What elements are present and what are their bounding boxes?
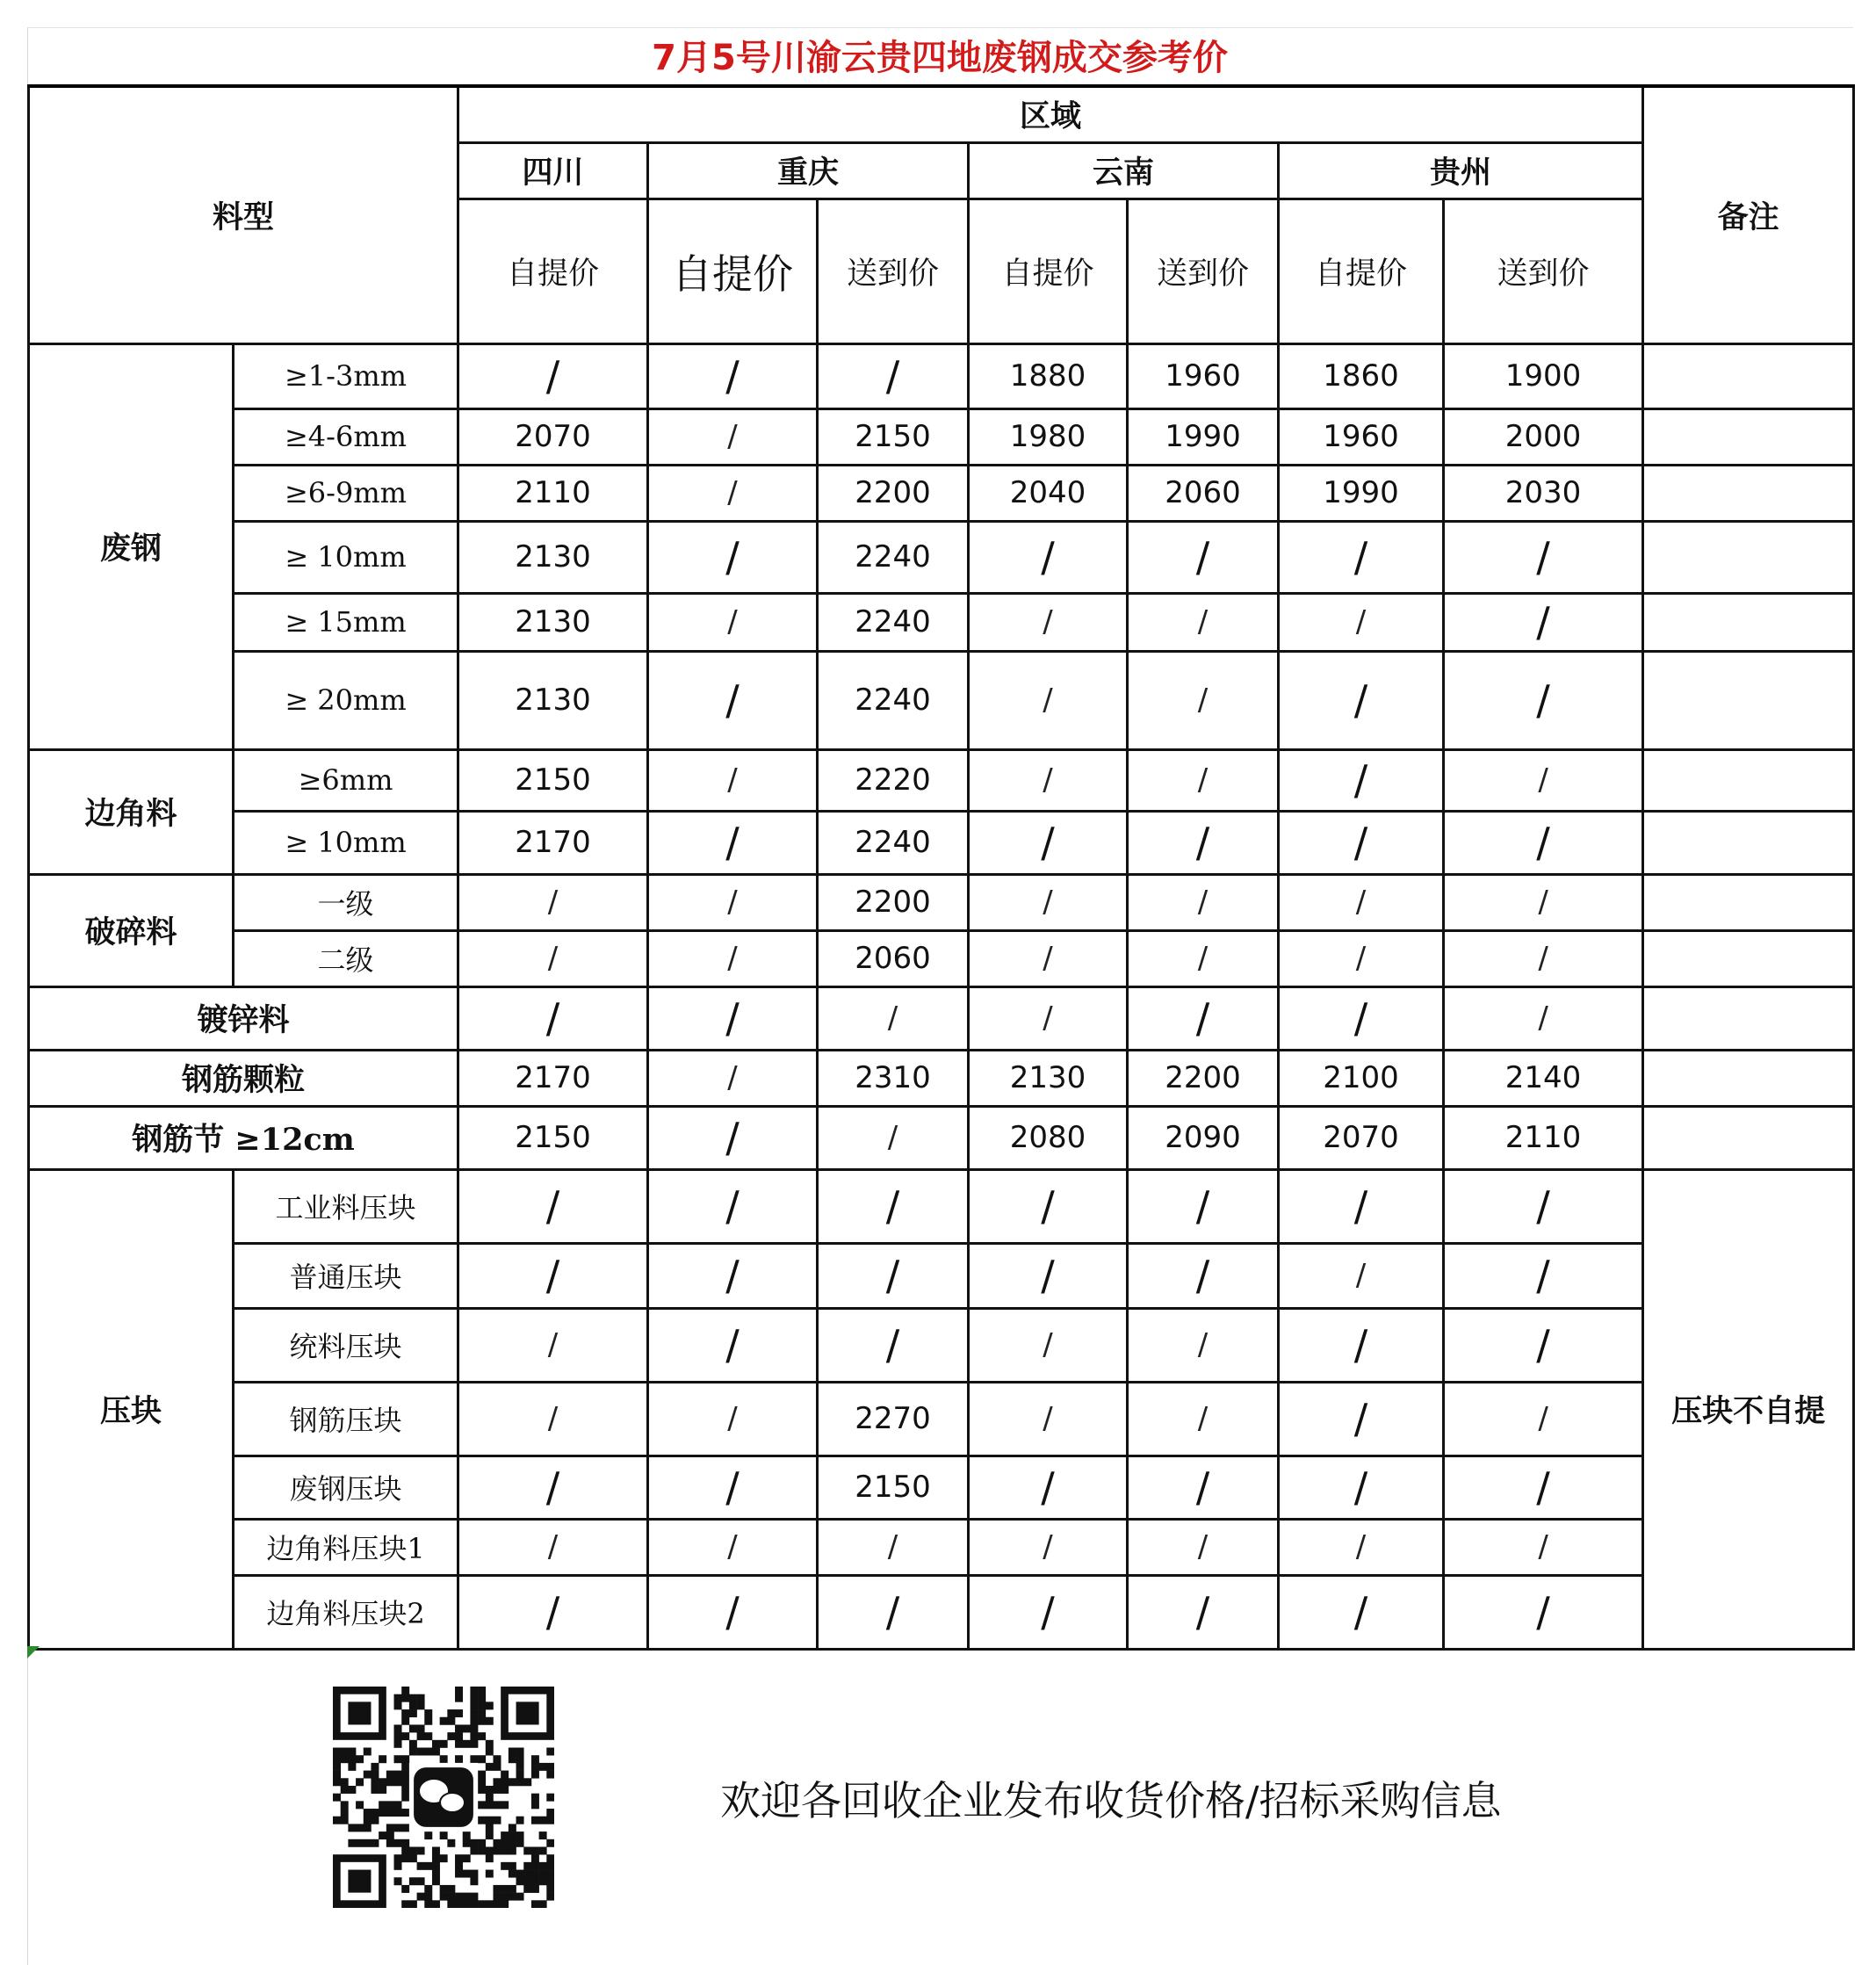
row-label: 边角料压块2	[234, 1575, 458, 1649]
wechat-qr-code-icon	[333, 1687, 554, 1908]
price-cell: /	[1128, 1519, 1279, 1575]
price-cell: 1900	[1444, 343, 1643, 408]
remark-cell	[1643, 1106, 1854, 1169]
price-cell: /	[969, 1575, 1128, 1649]
price-cell: /	[648, 1308, 818, 1382]
row-label: ≥4-6mm	[234, 408, 458, 465]
price-cell: 2310	[818, 1050, 969, 1106]
remark-cell	[1643, 811, 1854, 874]
price-cell: 2060	[1128, 465, 1279, 521]
price-cell: 2100	[1279, 1050, 1444, 1106]
price-cell: /	[969, 874, 1128, 930]
price-cell: /	[1128, 1382, 1279, 1456]
price-cell: /	[969, 593, 1128, 651]
price-cell: /	[458, 1169, 648, 1243]
row-label: 一级	[234, 874, 458, 930]
price-cell: /	[1128, 1169, 1279, 1243]
price-cell: 1960	[1279, 408, 1444, 465]
price-cell: /	[1279, 1519, 1444, 1575]
price-cell: 2270	[818, 1382, 969, 1456]
price-cell: 1980	[969, 408, 1128, 465]
price-cell: /	[1128, 593, 1279, 651]
price-cell: /	[1128, 1456, 1279, 1519]
price-cell: 2130	[458, 593, 648, 651]
remark-cell	[1643, 521, 1854, 593]
price-cell: /	[1279, 651, 1444, 749]
header-province-sichuan: 四川	[458, 142, 648, 199]
price-cell: 2200	[1128, 1050, 1279, 1106]
price-cell: /	[969, 811, 1128, 874]
category-galvanized: 镀锌料	[29, 986, 458, 1050]
table-row	[29, 1382, 1854, 1456]
price-cell: /	[648, 986, 818, 1050]
price-cell: 1880	[969, 343, 1128, 408]
price-cell: 1990	[1279, 465, 1444, 521]
price-cell: /	[648, 1050, 818, 1106]
price-cell: /	[969, 1243, 1128, 1308]
price-cell: /	[969, 521, 1128, 593]
price-cell: /	[648, 1243, 818, 1308]
price-cell: /	[458, 1456, 648, 1519]
remark-cell	[1643, 749, 1854, 811]
price-cell: /	[1444, 1382, 1643, 1456]
table-row	[29, 408, 1854, 465]
price-cell: 1960	[1128, 343, 1279, 408]
price-cell: /	[818, 1519, 969, 1575]
price-cell: /	[458, 1382, 648, 1456]
price-cell: 2130	[458, 521, 648, 593]
row-label: ≥6mm	[234, 749, 458, 811]
price-cell: /	[1444, 1456, 1643, 1519]
header-guizhou-pickup: 自提价	[1279, 199, 1444, 343]
price-cell: /	[1128, 1575, 1279, 1649]
category-edge-material: 边角料	[29, 749, 234, 874]
table-row	[29, 1575, 1854, 1649]
table-row	[29, 1169, 1854, 1243]
price-cell: 2240	[818, 811, 969, 874]
header-chongqing-delivered: 送到价	[818, 199, 969, 343]
table-row	[29, 1050, 1854, 1106]
price-cell: /	[969, 1308, 1128, 1382]
price-cell: /	[1279, 1308, 1444, 1382]
price-cell: 2150	[818, 408, 969, 465]
category-crushed-material: 破碎料	[29, 874, 234, 986]
price-cell: /	[1279, 1169, 1444, 1243]
price-cell: 2200	[818, 465, 969, 521]
price-cell: /	[458, 986, 648, 1050]
table-row	[29, 465, 1854, 521]
price-cell: /	[648, 651, 818, 749]
price-cell: /	[1444, 986, 1643, 1050]
price-cell: /	[648, 593, 818, 651]
price-cell: /	[648, 749, 818, 811]
price-cell: /	[1444, 1519, 1643, 1575]
price-cell: /	[818, 986, 969, 1050]
price-cell: /	[458, 343, 648, 408]
category-rebar-section: 钢筋节 ≥12cm	[29, 1106, 458, 1169]
price-cell: 2030	[1444, 465, 1643, 521]
table-row	[29, 1308, 1854, 1382]
price-cell: /	[1444, 1169, 1643, 1243]
header-material-type: 料型	[29, 86, 458, 343]
header-remark: 备注	[1643, 86, 1854, 343]
price-cell: /	[1444, 1575, 1643, 1649]
price-cell: /	[969, 749, 1128, 811]
price-cell: /	[458, 874, 648, 930]
remark-cell	[1643, 408, 1854, 465]
footer-message: 欢迎各回收企业发布收货价格/招标采购信息	[720, 1777, 1502, 1824]
price-cell: /	[1444, 651, 1643, 749]
row-label: 废钢压块	[234, 1456, 458, 1519]
price-cell: /	[818, 1106, 969, 1169]
remark-cell	[1643, 343, 1854, 408]
price-cell: /	[969, 651, 1128, 749]
table-row	[29, 930, 1854, 986]
price-cell: 2240	[818, 651, 969, 749]
row-label: 边角料压块1	[234, 1519, 458, 1575]
header-province-chongqing: 重庆	[648, 142, 969, 199]
price-cell: 2110	[458, 465, 648, 521]
remark-briquette-note: 压块不自提	[1643, 1169, 1854, 1649]
price-cell: /	[1444, 1243, 1643, 1308]
price-cell: /	[1128, 811, 1279, 874]
price-cell: /	[1279, 1243, 1444, 1308]
row-label: 工业料压块	[234, 1169, 458, 1243]
category-scrap: 废钢	[29, 343, 234, 749]
price-cell: /	[648, 1575, 818, 1649]
price-cell: 2040	[969, 465, 1128, 521]
price-cell: /	[1279, 1382, 1444, 1456]
price-cell: 2140	[1444, 1050, 1643, 1106]
price-cell: 2000	[1444, 408, 1643, 465]
price-cell: 2150	[458, 1106, 648, 1169]
price-cell: /	[648, 1519, 818, 1575]
remark-cell	[1643, 593, 1854, 651]
price-cell: /	[458, 930, 648, 986]
price-cell: 2150	[458, 749, 648, 811]
header-guizhou-delivered: 送到价	[1444, 199, 1643, 343]
price-cell: /	[648, 408, 818, 465]
header-region: 区域	[458, 86, 1643, 142]
price-cell: 2130	[458, 651, 648, 749]
price-cell: 2060	[818, 930, 969, 986]
price-cell: /	[1279, 874, 1444, 930]
price-cell: /	[1128, 749, 1279, 811]
price-cell: 2240	[818, 521, 969, 593]
row-label: 普通压块	[234, 1243, 458, 1308]
price-cell: /	[818, 343, 969, 408]
remark-cell	[1643, 465, 1854, 521]
price-cell: /	[1444, 593, 1643, 651]
price-cell: /	[648, 1106, 818, 1169]
price-cell: 1860	[1279, 343, 1444, 408]
price-cell: /	[1279, 930, 1444, 986]
price-cell: /	[1128, 930, 1279, 986]
price-cell: /	[648, 1169, 818, 1243]
table-row	[29, 651, 1854, 749]
price-table	[27, 84, 1855, 1651]
price-cell: /	[458, 1243, 648, 1308]
price-cell: /	[458, 1575, 648, 1649]
header-yunnan-delivered: 送到价	[1128, 199, 1279, 343]
price-cell: /	[818, 1243, 969, 1308]
price-cell: /	[1444, 1308, 1643, 1382]
price-cell: /	[1128, 986, 1279, 1050]
price-cell: /	[648, 521, 818, 593]
category-briquette: 压块	[29, 1169, 234, 1649]
row-label: ≥ 20mm	[234, 651, 458, 749]
table-row	[29, 811, 1854, 874]
price-cell: /	[648, 1456, 818, 1519]
price-cell: /	[1128, 874, 1279, 930]
price-cell: /	[648, 811, 818, 874]
price-cell: /	[818, 1169, 969, 1243]
price-cell: 2130	[969, 1050, 1128, 1106]
header-province-yunnan: 云南	[969, 142, 1279, 199]
price-cell: 2110	[1444, 1106, 1643, 1169]
price-cell: /	[1128, 1243, 1279, 1308]
cell-corner-marker	[27, 1646, 40, 1658]
row-label: 二级	[234, 930, 458, 986]
header-chongqing-pickup: 自提价	[648, 199, 818, 343]
table-row	[29, 521, 1854, 593]
price-cell: /	[818, 1575, 969, 1649]
table-row	[29, 874, 1854, 930]
price-cell: 2220	[818, 749, 969, 811]
price-cell: /	[969, 986, 1128, 1050]
price-cell: 2080	[969, 1106, 1128, 1169]
price-cell: 1990	[1128, 408, 1279, 465]
price-cell: /	[1444, 874, 1643, 930]
remark-cell	[1643, 930, 1854, 986]
price-cell: 2090	[1128, 1106, 1279, 1169]
table-row	[29, 593, 1854, 651]
table-row	[29, 1519, 1854, 1575]
price-cell: /	[1279, 811, 1444, 874]
price-cell: 2070	[458, 408, 648, 465]
price-cell: /	[1279, 1456, 1444, 1519]
header-yunnan-pickup: 自提价	[969, 199, 1128, 343]
price-cell: /	[1279, 1575, 1444, 1649]
price-cell: /	[648, 343, 818, 408]
price-cell: /	[969, 1382, 1128, 1456]
price-cell: 2170	[458, 1050, 648, 1106]
remark-cell	[1643, 1050, 1854, 1106]
price-cell: /	[969, 1519, 1128, 1575]
table-row	[29, 986, 1854, 1050]
table-row	[29, 343, 1854, 408]
price-cell: /	[1279, 593, 1444, 651]
price-cell: 2200	[818, 874, 969, 930]
table-row	[29, 1456, 1854, 1519]
price-cell: /	[458, 1308, 648, 1382]
row-label: ≥6-9mm	[234, 465, 458, 521]
price-cell: /	[1128, 651, 1279, 749]
price-cell: /	[1128, 521, 1279, 593]
price-cell: /	[1444, 930, 1643, 986]
price-cell: /	[1279, 986, 1444, 1050]
price-cell: /	[458, 1519, 648, 1575]
price-cell: /	[1128, 1308, 1279, 1382]
row-label: ≥ 10mm	[234, 811, 458, 874]
price-cell: /	[648, 930, 818, 986]
price-cell: 2170	[458, 811, 648, 874]
price-cell: /	[1444, 811, 1643, 874]
price-cell: /	[969, 1456, 1128, 1519]
remark-cell	[1643, 651, 1854, 749]
price-cell: /	[648, 874, 818, 930]
price-cell: 2240	[818, 593, 969, 651]
price-cell: /	[1279, 749, 1444, 811]
category-rebar-granule: 钢筋颗粒	[29, 1050, 458, 1106]
table-row	[29, 1243, 1854, 1308]
row-label: ≥1-3mm	[234, 343, 458, 408]
price-cell: /	[648, 465, 818, 521]
price-cell: /	[969, 930, 1128, 986]
price-cell: /	[818, 1308, 969, 1382]
remark-cell	[1643, 986, 1854, 1050]
price-cell: 2150	[818, 1456, 969, 1519]
row-label: 统料压块	[234, 1308, 458, 1382]
price-cell: /	[648, 1382, 818, 1456]
table-row	[29, 749, 1854, 811]
row-label: 钢筋压块	[234, 1382, 458, 1456]
price-cell: 2070	[1279, 1106, 1444, 1169]
price-cell: /	[1444, 749, 1643, 811]
page-title: 7月5号川渝云贵四地废钢成交参考价	[652, 38, 1228, 78]
price-cell: /	[1444, 521, 1643, 593]
remark-cell	[1643, 874, 1854, 930]
table-row	[29, 1106, 1854, 1169]
header-province-guizhou: 贵州	[1279, 142, 1643, 199]
row-label: ≥ 15mm	[234, 593, 458, 651]
header-sichuan-pickup: 自提价	[458, 199, 648, 343]
price-cell: /	[1279, 521, 1444, 593]
row-label: ≥ 10mm	[234, 521, 458, 593]
price-cell: /	[969, 1169, 1128, 1243]
